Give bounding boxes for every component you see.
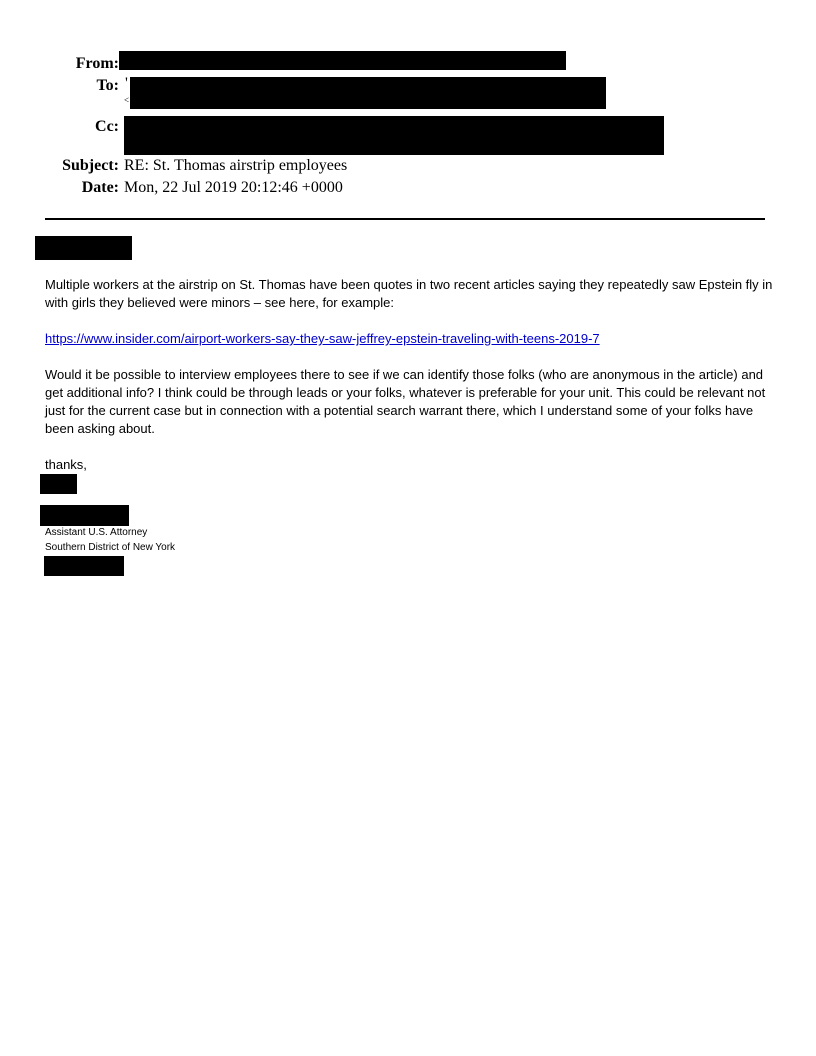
sender-contact-redaction bbox=[44, 556, 124, 576]
article-link-wrapper bbox=[45, 330, 773, 348]
signature-office: Southern District of New York bbox=[45, 542, 176, 553]
date-value: Mon, 22 Jul 2019 20:12:46 +0000 bbox=[124, 179, 343, 196]
cc-label: Cc: bbox=[95, 118, 119, 135]
header-divider bbox=[45, 218, 765, 220]
from-redaction bbox=[119, 51, 566, 70]
to-label: To: bbox=[96, 77, 119, 94]
body-paragraph-1: Multiple workers at the airstrip on St. Thomas have been quotes in two recent articles saying they repeatedly saw Epstein fly in with girls they believed were minors – see here, for example: bbox=[45, 277, 773, 310]
to-redaction bbox=[130, 77, 606, 109]
sender-name-redaction bbox=[40, 505, 129, 526]
date-label: Date: bbox=[81, 179, 119, 196]
greeting-redaction bbox=[35, 236, 132, 260]
subject-label: Subject: bbox=[62, 157, 119, 174]
cc-redaction bbox=[124, 116, 664, 155]
from-label: From: bbox=[75, 55, 119, 72]
body-paragraph-2: Would it be possible to interview employees there to see if we can identify those folks (who are anonymous in the article) and get additional info? I think could be through leads or your folks, whatever is preferable for your unit. This could be relevant not just for the current case but in connection with a potential search warrant there, which I understand some of your folks have been asking about. bbox=[45, 367, 766, 436]
subject-value: RE: St. Thomas airstrip employees bbox=[124, 157, 348, 174]
article-link[interactable]: https://www.insider.com/airport-workers-say-they-saw-jeffrey-epstein-traveling-with-teens-2019-7 bbox=[45, 331, 600, 346]
to-value-fragment-2: < bbox=[124, 95, 130, 105]
to-value-fragment: ' bbox=[125, 75, 128, 92]
sender-initial-redaction bbox=[40, 474, 77, 494]
signature-title: Assistant U.S. Attorney bbox=[45, 527, 148, 538]
closing-text: thanks, bbox=[45, 457, 87, 472]
